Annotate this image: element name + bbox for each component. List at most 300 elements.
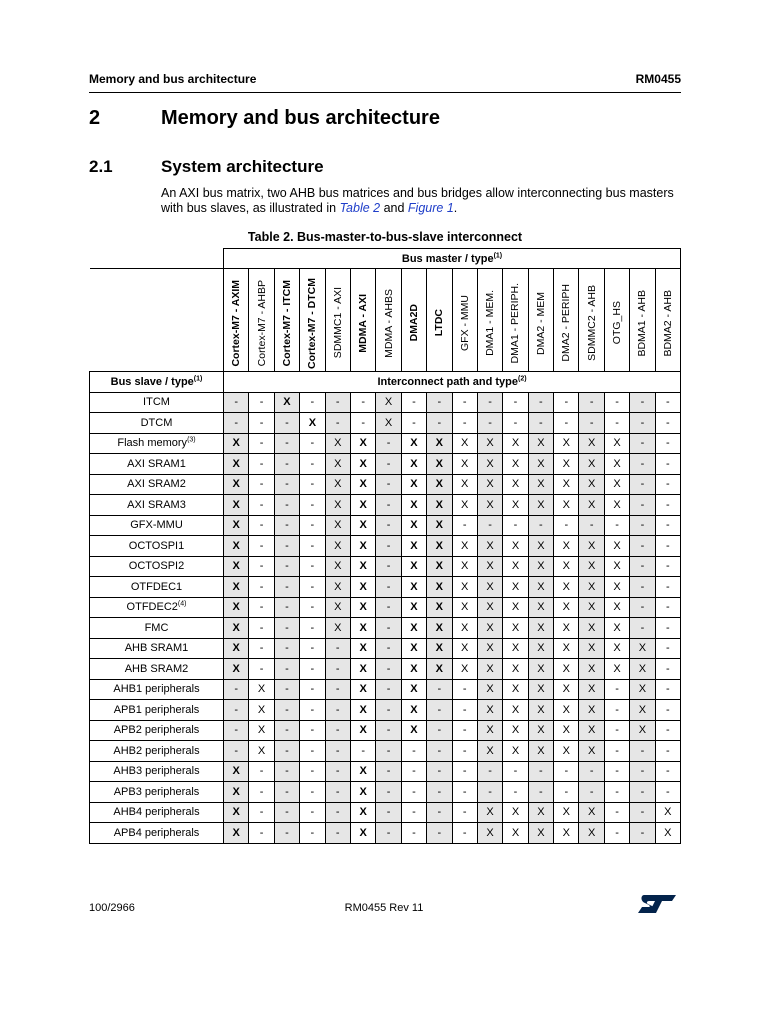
table-cell: - xyxy=(376,782,401,803)
table-corner xyxy=(90,249,224,269)
table-cell: X xyxy=(528,720,553,741)
table-cell: X xyxy=(503,474,528,495)
table-cell: X xyxy=(630,638,655,659)
paragraph-text: An AXI bus matrix, two AHB bus matrices and bus bridges allow interconnecting bus masters with bus slaves, as illustrated in xyxy=(161,186,674,215)
bus-slave-label: GFX-MMU xyxy=(130,519,183,532)
table-cell: - xyxy=(300,761,325,782)
table-cell: - xyxy=(300,495,325,516)
table-cell: X xyxy=(503,659,528,680)
figure-1-link[interactable]: Figure 1 xyxy=(407,201,454,215)
table-row xyxy=(90,433,681,454)
bus-slave-label: OCTOSPI1 xyxy=(128,539,185,552)
table-cell: - xyxy=(655,556,680,577)
bus-slave-label: OTFDEC1 xyxy=(130,580,183,593)
section-title: Memory and bus architecture xyxy=(161,107,440,129)
master-label: DMA2 - MEM xyxy=(534,291,547,355)
bus-slave-label: APB3 peripherals xyxy=(113,785,200,798)
table-cell: - xyxy=(376,720,401,741)
table-cell: X xyxy=(350,454,375,475)
table-cell: X xyxy=(350,577,375,598)
master-column-header xyxy=(528,269,553,372)
table-cell: X xyxy=(249,700,274,721)
master-column-header xyxy=(224,269,249,372)
table-cell: - xyxy=(452,413,477,434)
table-cell: - xyxy=(224,392,249,413)
table-cell: - xyxy=(376,556,401,577)
table-cell: X xyxy=(477,597,502,618)
table-cell: - xyxy=(427,700,452,721)
table-cell: X xyxy=(554,597,579,618)
table-cell: - xyxy=(249,659,274,680)
table-row xyxy=(90,495,681,516)
table-cell: - xyxy=(655,618,680,639)
master-header-row xyxy=(90,249,681,269)
table-cell: X xyxy=(528,433,553,454)
table-cell: - xyxy=(300,577,325,598)
table-cell: X xyxy=(224,474,249,495)
table-cell: - xyxy=(427,761,452,782)
table-row xyxy=(90,454,681,475)
table-cell: - xyxy=(274,761,299,782)
bus-slave-name xyxy=(90,515,224,536)
table-cell: X xyxy=(477,823,502,844)
master-column-header xyxy=(325,269,350,372)
table-cell: X xyxy=(503,638,528,659)
table-cell: X xyxy=(477,454,502,475)
table-cell: - xyxy=(274,515,299,536)
table-cell: - xyxy=(300,659,325,680)
table-cell: X xyxy=(350,720,375,741)
table-cell: X xyxy=(503,454,528,475)
table-cell: - xyxy=(630,392,655,413)
table-row xyxy=(90,761,681,782)
bus-slave-label: AHB3 peripherals xyxy=(113,765,200,778)
master-label: Cortex-M7 - DTCM xyxy=(306,277,319,369)
table-cell: X xyxy=(604,454,629,475)
table-row xyxy=(90,597,681,618)
table-cell: - xyxy=(274,454,299,475)
table-cell: - xyxy=(274,536,299,557)
master-column-header xyxy=(376,269,401,372)
table-cell: - xyxy=(249,638,274,659)
table-cell: - xyxy=(249,515,274,536)
bus-slave-name xyxy=(90,802,224,823)
table-row xyxy=(90,515,681,536)
table-cell: - xyxy=(300,782,325,803)
master-label: GFX - MMU xyxy=(458,295,471,351)
table-cell: - xyxy=(655,659,680,680)
table-cell: X xyxy=(224,618,249,639)
table-row xyxy=(90,577,681,598)
master-column-header xyxy=(604,269,629,372)
table-cell: X xyxy=(477,720,502,741)
table-cell: X xyxy=(630,679,655,700)
table-cell: X xyxy=(401,536,426,557)
table-cell: - xyxy=(249,761,274,782)
table-cell: X xyxy=(427,454,452,475)
table-cell: X xyxy=(655,823,680,844)
bus-slave-name xyxy=(90,413,224,434)
bus-slave-name xyxy=(90,474,224,495)
table-cell: X xyxy=(350,474,375,495)
table-cell: - xyxy=(325,659,350,680)
table-cell: X xyxy=(579,536,604,557)
table-cell: X xyxy=(325,495,350,516)
table-cell: X xyxy=(401,659,426,680)
table-cell: - xyxy=(274,413,299,434)
table-cell: - xyxy=(300,720,325,741)
master-label: DMA1 - MEM. xyxy=(484,290,497,356)
table-cell: X xyxy=(249,741,274,762)
table-cell: - xyxy=(604,392,629,413)
table-cell: - xyxy=(376,536,401,557)
table-cell: X xyxy=(452,638,477,659)
table-cell: X xyxy=(579,495,604,516)
table-cell: X xyxy=(528,741,553,762)
table-cell: - xyxy=(300,597,325,618)
table-cell: X xyxy=(528,556,553,577)
bus-slave-name xyxy=(90,536,224,557)
table-cell: - xyxy=(249,782,274,803)
table-cell: X xyxy=(655,802,680,823)
bus-slave-label: AXI SRAM1 xyxy=(127,457,186,470)
master-label: Cortex-M7 - ITCM xyxy=(280,279,293,367)
table-cell: - xyxy=(325,638,350,659)
table-cell: X xyxy=(401,515,426,536)
table-cell: X xyxy=(630,659,655,680)
table-cell: - xyxy=(427,802,452,823)
page-number: 100/2966 xyxy=(89,902,135,914)
table-cell: X xyxy=(554,700,579,721)
bus-slave-label: OCTOSPI2 xyxy=(128,560,185,573)
table-cell: X xyxy=(350,659,375,680)
table-cell: X xyxy=(579,802,604,823)
table-cell: - xyxy=(300,741,325,762)
table-cell: X xyxy=(452,433,477,454)
table-cell: X xyxy=(503,802,528,823)
master-label: DMA2 - PERIPH xyxy=(560,284,573,362)
table-cell: X xyxy=(604,474,629,495)
table-cell: - xyxy=(300,823,325,844)
table-cell: X xyxy=(503,556,528,577)
table-cell: X xyxy=(554,618,579,639)
table-cell: - xyxy=(249,577,274,598)
bus-slave-label: AHB1 peripherals xyxy=(113,683,200,696)
table-cell: X xyxy=(376,392,401,413)
table-cell: X xyxy=(554,536,579,557)
interconnect-path-header-text: Interconnect path and type xyxy=(377,375,519,388)
table-cell: X xyxy=(579,433,604,454)
master-column-header xyxy=(452,269,477,372)
bus-slave-label: ITCM xyxy=(143,396,170,409)
table-cell: - xyxy=(554,392,579,413)
table-cell: - xyxy=(477,413,502,434)
table-cell: X xyxy=(325,536,350,557)
table-cell: - xyxy=(376,679,401,700)
table-cell: - xyxy=(604,679,629,700)
bus-slave-name xyxy=(90,638,224,659)
table-cell: - xyxy=(427,782,452,803)
table-cell: - xyxy=(249,474,274,495)
table-cell: - xyxy=(401,392,426,413)
table-cell: - xyxy=(477,392,502,413)
master-column-header xyxy=(503,269,528,372)
table-cell: X xyxy=(427,659,452,680)
bus-slave-header xyxy=(90,372,224,393)
footnote-ref: (1) xyxy=(493,251,503,259)
table-cell: X xyxy=(427,638,452,659)
footnote-ref: (1) xyxy=(193,375,203,383)
table-cell: - xyxy=(630,495,655,516)
table-cell: - xyxy=(224,720,249,741)
paragraph-text: and xyxy=(380,201,408,215)
table-row xyxy=(90,802,681,823)
table-cell: - xyxy=(554,515,579,536)
table-cell: X xyxy=(350,556,375,577)
table-cell: - xyxy=(376,515,401,536)
table-cell: X xyxy=(503,536,528,557)
table-cell: - xyxy=(376,495,401,516)
paragraph-text: . xyxy=(453,201,458,215)
table-cell: - xyxy=(274,659,299,680)
table-cell: X xyxy=(604,495,629,516)
table-cell: X xyxy=(350,802,375,823)
bus-slave-label: APB1 peripherals xyxy=(113,703,200,716)
table-cell: - xyxy=(300,618,325,639)
table-cell: X xyxy=(604,577,629,598)
table-cell: X xyxy=(554,433,579,454)
table-cell: X xyxy=(554,454,579,475)
table-cell: X xyxy=(604,556,629,577)
table-cell: - xyxy=(401,802,426,823)
table-row xyxy=(90,392,681,413)
table-cell: X xyxy=(427,618,452,639)
master-label: BDMA1 - AHB xyxy=(636,289,649,357)
table-cell: - xyxy=(274,495,299,516)
table-cell: - xyxy=(249,823,274,844)
table-cell: - xyxy=(604,700,629,721)
table-cell: X xyxy=(325,597,350,618)
table-cell: X xyxy=(554,679,579,700)
table-cell: X xyxy=(452,536,477,557)
table-cell: - xyxy=(528,392,553,413)
master-column-header xyxy=(630,269,655,372)
table-row xyxy=(90,536,681,557)
table-cell: X xyxy=(427,597,452,618)
table-cell: - xyxy=(300,700,325,721)
subsection-title: System architecture xyxy=(161,157,324,176)
bus-slave-name xyxy=(90,700,224,721)
table-cell: - xyxy=(655,433,680,454)
table-cell: - xyxy=(224,413,249,434)
st-logo-icon xyxy=(636,893,678,915)
table-cell: - xyxy=(325,720,350,741)
master-label: SDMMC1 - AXI xyxy=(331,287,344,359)
table-cell: - xyxy=(300,392,325,413)
table-cell: X xyxy=(528,802,553,823)
table-row xyxy=(90,741,681,762)
table-cell: X xyxy=(630,700,655,721)
table-cell: X xyxy=(401,577,426,598)
table-cell: - xyxy=(274,433,299,454)
table-cell: - xyxy=(376,433,401,454)
table-cell: X xyxy=(579,700,604,721)
table-cell: X xyxy=(477,741,502,762)
bus-slave-name xyxy=(90,556,224,577)
table-cell: X xyxy=(503,741,528,762)
bus-slave-label: OTFDEC2 xyxy=(126,601,178,614)
table-cell: - xyxy=(249,618,274,639)
table-cell: - xyxy=(604,802,629,823)
table-cell: - xyxy=(376,741,401,762)
bus-slave-label: FMC xyxy=(144,621,169,634)
table-cell: - xyxy=(604,761,629,782)
table-cell: X xyxy=(477,700,502,721)
bus-slave-label: Flash memory xyxy=(117,437,188,450)
table-cell: - xyxy=(401,761,426,782)
table-cell: - xyxy=(452,679,477,700)
table-cell: - xyxy=(604,782,629,803)
table-cell: - xyxy=(427,823,452,844)
table-cell: - xyxy=(274,474,299,495)
table-cell: - xyxy=(655,761,680,782)
table-cell: X xyxy=(503,700,528,721)
table-cell: X xyxy=(350,823,375,844)
table-cell: X xyxy=(579,741,604,762)
table-cell: X xyxy=(528,597,553,618)
table-cell: - xyxy=(655,577,680,598)
table-cell: X xyxy=(579,597,604,618)
table-cell: - xyxy=(249,802,274,823)
table-cell: X xyxy=(630,720,655,741)
table-cell: X xyxy=(452,495,477,516)
master-column-header xyxy=(401,269,426,372)
table-cell: - xyxy=(274,597,299,618)
bus-master-header xyxy=(224,249,681,269)
table-cell: X xyxy=(401,679,426,700)
table-cell: - xyxy=(274,577,299,598)
table-cell: - xyxy=(249,454,274,475)
table-cell: - xyxy=(401,782,426,803)
table-cell: - xyxy=(376,700,401,721)
table-cell: - xyxy=(503,761,528,782)
table-cell: - xyxy=(579,761,604,782)
table-cell: X xyxy=(224,782,249,803)
table-cell: - xyxy=(452,761,477,782)
table-cell: - xyxy=(350,413,375,434)
table-cell: X xyxy=(503,823,528,844)
table-cell: X xyxy=(350,433,375,454)
table-cell: X xyxy=(452,474,477,495)
table-cell: X xyxy=(503,720,528,741)
table-cell: X xyxy=(528,700,553,721)
table-cell: - xyxy=(350,741,375,762)
table-row xyxy=(90,638,681,659)
table-cell: X xyxy=(427,515,452,536)
master-column-header xyxy=(655,269,680,372)
table-cell: X xyxy=(579,638,604,659)
table-cell: X xyxy=(350,679,375,700)
table-caption: Table 2. Bus-master-to-bus-slave interconnect xyxy=(247,230,523,244)
interconnect-path-header xyxy=(224,372,681,393)
table-cell: X xyxy=(224,495,249,516)
table-cell: - xyxy=(376,454,401,475)
table-2-link[interactable]: Table 2 xyxy=(339,201,381,215)
table-cell: - xyxy=(630,802,655,823)
table-cell: - xyxy=(224,700,249,721)
master-column-header xyxy=(477,269,502,372)
table-cell: - xyxy=(655,474,680,495)
table-cell: - xyxy=(655,495,680,516)
table-cell: - xyxy=(300,638,325,659)
table-cell: - xyxy=(528,782,553,803)
table-cell: X xyxy=(427,495,452,516)
bus-slave-name xyxy=(90,679,224,700)
table-cell: - xyxy=(427,679,452,700)
table-cell: - xyxy=(604,515,629,536)
table-cell: - xyxy=(655,700,680,721)
table-cell: X xyxy=(503,597,528,618)
table-cell: X xyxy=(579,720,604,741)
table-cell: - xyxy=(300,474,325,495)
table-cell: X xyxy=(554,638,579,659)
table-cell: - xyxy=(579,515,604,536)
table-cell: - xyxy=(503,782,528,803)
bus-master-header-text: Bus master / type xyxy=(401,252,494,265)
table-cell: X xyxy=(401,495,426,516)
table-cell: X xyxy=(401,720,426,741)
table-cell: X xyxy=(401,618,426,639)
table-cell: - xyxy=(274,638,299,659)
table-cell: X xyxy=(224,454,249,475)
bus-slave-name xyxy=(90,433,224,454)
table-cell: - xyxy=(630,782,655,803)
table-cell: X xyxy=(554,823,579,844)
table-cell: - xyxy=(274,782,299,803)
table-cell: X xyxy=(224,802,249,823)
table-cell: X xyxy=(554,495,579,516)
table-cell: - xyxy=(452,823,477,844)
bus-slave-label: AHB4 peripherals xyxy=(113,806,200,819)
table-cell: X xyxy=(604,618,629,639)
table-cell: - xyxy=(300,536,325,557)
master-column-header xyxy=(249,269,274,372)
table-cell: X xyxy=(427,577,452,598)
table-cell: X xyxy=(452,597,477,618)
master-label: OTG_HS xyxy=(611,301,624,345)
table-cell: - xyxy=(528,761,553,782)
table-cell: X xyxy=(350,597,375,618)
table-cell: - xyxy=(630,741,655,762)
table-cell: X xyxy=(579,823,604,844)
table-cell: X xyxy=(325,454,350,475)
table-cell: X xyxy=(477,618,502,639)
table-cell: X xyxy=(477,659,502,680)
table-cell: X xyxy=(503,433,528,454)
table-cell: X xyxy=(579,679,604,700)
table-cell: X xyxy=(401,556,426,577)
table-cell: X xyxy=(452,454,477,475)
table-cell: - xyxy=(452,741,477,762)
table-cell: X xyxy=(528,474,553,495)
table-cell: - xyxy=(655,413,680,434)
table-cell: X xyxy=(274,392,299,413)
table-cell: - xyxy=(655,741,680,762)
bus-slave-name xyxy=(90,597,224,618)
table-cell: X xyxy=(350,536,375,557)
master-column-header xyxy=(554,269,579,372)
table-cell: - xyxy=(427,720,452,741)
